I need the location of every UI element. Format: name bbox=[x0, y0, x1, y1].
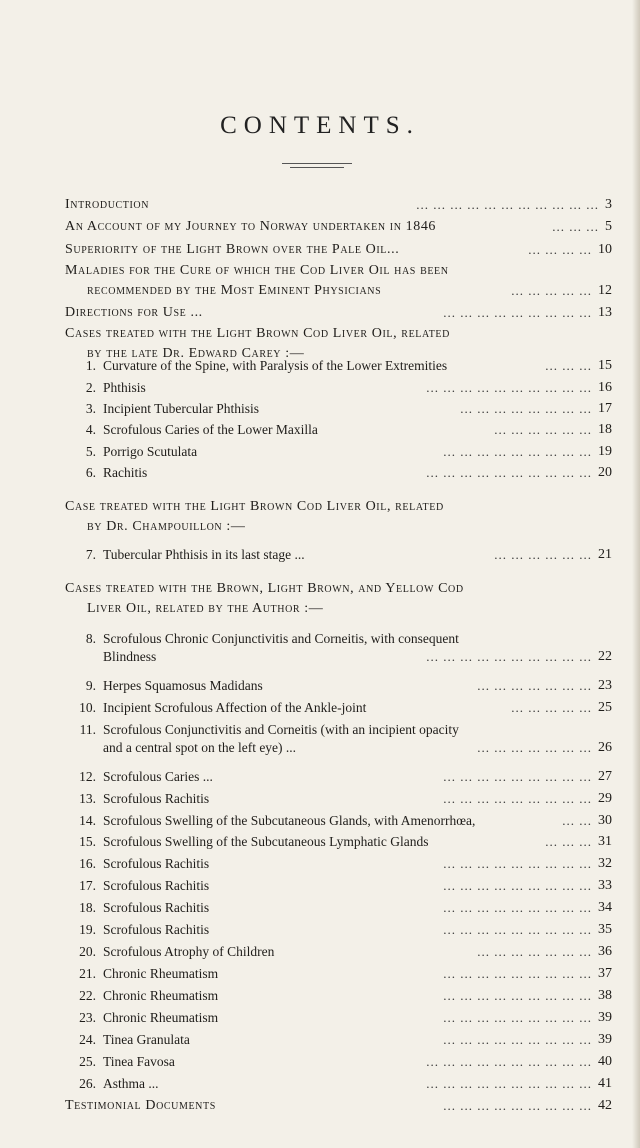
page-number: 42 bbox=[598, 1098, 612, 1113]
case-number: 4. bbox=[85, 422, 96, 437]
page-number: 27 bbox=[598, 769, 612, 784]
case-number: 23. bbox=[79, 1010, 96, 1025]
leader-dots: ... ... ... ... ... ... ... bbox=[477, 740, 592, 755]
entry-title: Directions for Use ... bbox=[65, 305, 203, 320]
section-heading-continued bbox=[0, 599, 640, 619]
page-number: 23 bbox=[598, 678, 612, 693]
page-number: 37 bbox=[598, 966, 612, 981]
case-title: Scrofulous Caries of the Lower Maxilla bbox=[103, 422, 318, 437]
case-title: Chronic Rheumatism bbox=[103, 966, 219, 981]
page-number: 39 bbox=[598, 1032, 612, 1047]
case-number: 7. bbox=[85, 547, 96, 562]
section-title-cont: Liver Oil, related by the Author :— bbox=[87, 601, 324, 616]
section-heading-continued bbox=[0, 517, 640, 537]
leader-dots: ... ... ... ... ... ... ... ... ... bbox=[443, 856, 592, 871]
entry-title: Superiority of the Light Brown over the Pale Oil... bbox=[65, 242, 400, 257]
case-number: 17. bbox=[79, 878, 96, 893]
case-number: 21. bbox=[79, 966, 96, 981]
page-number: 33 bbox=[598, 878, 612, 893]
toc-entry bbox=[0, 303, 640, 323]
toc-entry bbox=[0, 240, 640, 260]
case-entry bbox=[0, 811, 640, 831]
case-title: Tinea Favosa bbox=[103, 1054, 175, 1069]
case-number: 11. bbox=[79, 722, 96, 737]
page-number: 32 bbox=[598, 856, 612, 871]
entry-title: Maladies for the Cure of which the Cod Liver Oil has been bbox=[65, 263, 449, 278]
page-number: 38 bbox=[598, 988, 612, 1003]
leader-dots: ... ... ... ... ... ... ... ... ... ... ... bbox=[416, 197, 599, 212]
case-entry bbox=[0, 854, 640, 874]
page-number: 41 bbox=[598, 1076, 612, 1091]
case-number: 26. bbox=[79, 1076, 96, 1091]
case-title: Scrofulous Rachitis bbox=[103, 791, 210, 806]
leader-dots: ... ... ... bbox=[552, 219, 599, 234]
case-entry bbox=[0, 767, 640, 787]
toc-entry bbox=[0, 261, 640, 281]
case-entry bbox=[0, 463, 640, 483]
section-title: Cases treated with the Brown, Light Brown, and Yellow Cod bbox=[65, 581, 464, 596]
case-entry bbox=[0, 720, 640, 740]
leader-dots: ... ... ... ... ... ... ... ... bbox=[460, 401, 592, 416]
leader-dots: ... ... ... ... ... ... ... ... ... ... bbox=[426, 380, 592, 395]
case-title: Rachitis bbox=[103, 465, 148, 480]
case-title: Curvature of the Spine, with Paralysis of the Lower Extremities bbox=[103, 358, 448, 373]
section-title: Case treated with the Light Brown Cod Liver Oil, related bbox=[65, 499, 444, 514]
title-rule bbox=[282, 163, 352, 164]
case-entry bbox=[0, 698, 640, 718]
leader-dots: ... ... ... bbox=[545, 834, 592, 849]
case-number: 10. bbox=[79, 700, 96, 715]
case-number: 3. bbox=[85, 401, 96, 416]
case-title: Chronic Rheumatism bbox=[103, 988, 219, 1003]
page-title: CONTENTS. bbox=[220, 112, 420, 139]
page-number: 36 bbox=[598, 944, 612, 959]
case-number: 22. bbox=[79, 988, 96, 1003]
case-entry-continued bbox=[0, 738, 640, 758]
case-entry bbox=[0, 378, 640, 398]
case-entry-continued bbox=[0, 647, 640, 667]
page-number: 12 bbox=[598, 283, 612, 298]
page-number: 25 bbox=[598, 700, 612, 715]
page-number: 29 bbox=[598, 791, 612, 806]
page-number: 34 bbox=[598, 900, 612, 915]
leader-dots: ... ... ... ... ... ... ... ... ... bbox=[443, 900, 592, 915]
page-number: 15 bbox=[598, 358, 612, 373]
leader-dots: ... ... ... ... ... ... ... ... ... ... bbox=[426, 649, 592, 664]
case-number: 20. bbox=[79, 944, 96, 959]
leader-dots: ... ... ... ... ... ... ... ... ... bbox=[443, 966, 592, 981]
case-entry bbox=[0, 942, 640, 962]
leader-dots: ... ... ... ... ... ... bbox=[494, 547, 592, 562]
leader-dots: ... ... ... ... ... ... ... ... ... bbox=[443, 1098, 592, 1113]
entry-title: An Account of my Journey to Norway undertaken in 1846 bbox=[65, 219, 437, 234]
leader-dots: ... ... ... ... ... ... ... ... ... bbox=[443, 1032, 592, 1047]
page-number: 30 bbox=[598, 813, 612, 828]
case-title: Phthisis bbox=[103, 380, 146, 395]
leader-dots: ... ... ... ... bbox=[528, 242, 592, 257]
case-title: Tubercular Phthisis in its last stage ... bbox=[103, 547, 305, 562]
leader-dots: ... ... ... ... ... ... ... ... ... bbox=[443, 791, 592, 806]
case-title: Tinea Granulata bbox=[103, 1032, 190, 1047]
toc-entry bbox=[0, 324, 640, 344]
leader-dots: ... ... ... ... ... ... ... ... ... bbox=[443, 769, 592, 784]
page-number: 18 bbox=[598, 422, 612, 437]
case-entry bbox=[0, 832, 640, 852]
leader-dots: ... ... ... ... ... ... ... ... ... bbox=[443, 444, 592, 459]
leader-dots: ... ... ... ... ... ... ... ... ... bbox=[443, 878, 592, 893]
leader-dots: ... ... ... ... ... ... bbox=[494, 422, 592, 437]
case-title: Scrofulous Swelling of the Subcutaneous Glands, with Amenorrhœa, bbox=[103, 813, 476, 828]
leader-dots: ... ... ... ... ... ... ... ... ... ... bbox=[426, 1054, 592, 1069]
toc-entry bbox=[0, 217, 640, 237]
case-entry bbox=[0, 986, 640, 1006]
title-rule-short bbox=[290, 167, 344, 168]
page-number: 3 bbox=[605, 197, 612, 212]
case-number: 5. bbox=[85, 444, 96, 459]
page-number: 21 bbox=[598, 547, 612, 562]
page-number: 22 bbox=[598, 649, 612, 664]
case-entry bbox=[0, 1074, 640, 1094]
leader-dots: ... ... ... bbox=[545, 358, 592, 373]
case-entry bbox=[0, 920, 640, 940]
case-entry bbox=[0, 1052, 640, 1072]
leader-dots: ... ... ... ... ... ... ... ... ... bbox=[443, 922, 592, 937]
case-title: Incipient Scrofulous Affection of the Ankle-joint bbox=[103, 700, 367, 715]
case-number: 24. bbox=[79, 1032, 96, 1047]
leader-dots: ... ... ... ... ... ... ... ... ... ... bbox=[426, 465, 592, 480]
case-title: Scrofulous Swelling of the Subcutaneous Lymphatic Glands bbox=[103, 834, 429, 849]
case-entry bbox=[0, 356, 640, 376]
toc-entry bbox=[0, 195, 640, 215]
case-entry bbox=[0, 898, 640, 918]
case-number: 9. bbox=[85, 678, 96, 693]
leader-dots: ... ... ... ... ... ... ... ... ... bbox=[443, 305, 592, 320]
case-number: 15. bbox=[79, 834, 96, 849]
case-entry bbox=[0, 964, 640, 984]
case-title: Asthma ... bbox=[103, 1076, 159, 1091]
page-number: 10 bbox=[598, 242, 612, 257]
entry-title-cont: by the late Dr. Edward Carey :— bbox=[87, 346, 305, 361]
section-title-cont: by Dr. Champouillon :— bbox=[87, 519, 246, 534]
leader-dots: ... ... ... ... ... ... ... ... ... bbox=[443, 988, 592, 1003]
case-number: 19. bbox=[79, 922, 96, 937]
page-number: 17 bbox=[598, 401, 612, 416]
leader-dots: ... ... ... ... ... bbox=[511, 283, 592, 298]
toc-entry-continued bbox=[0, 281, 640, 301]
leader-dots: ... ... ... ... ... ... ... ... ... ... bbox=[426, 1076, 592, 1091]
case-title: Scrofulous Rachitis bbox=[103, 922, 210, 937]
case-title: Scrofulous Rachitis bbox=[103, 878, 210, 893]
leader-dots: ... ... ... ... ... bbox=[511, 700, 592, 715]
leader-dots: ... ... ... ... ... ... ... bbox=[477, 678, 592, 693]
page-number: 5 bbox=[605, 219, 612, 234]
case-entry bbox=[0, 629, 640, 649]
entry-title: Introduction bbox=[65, 197, 150, 212]
case-title: Scrofulous Rachitis bbox=[103, 856, 210, 871]
case-title: Scrofulous Caries ... bbox=[103, 769, 213, 784]
case-entry bbox=[0, 789, 640, 809]
case-title: Chronic Rheumatism bbox=[103, 1010, 219, 1025]
leader-dots: ... ... bbox=[562, 813, 592, 828]
case-title-cont: and a central spot on the left eye) ... bbox=[103, 740, 297, 755]
toc-entry bbox=[0, 1096, 640, 1116]
page-edge-shadow bbox=[632, 0, 640, 1148]
section-heading bbox=[0, 579, 640, 599]
page-number: 35 bbox=[598, 922, 612, 937]
case-title-cont: Blindness bbox=[103, 649, 157, 664]
case-number: 14. bbox=[79, 813, 96, 828]
leader-dots: ... ... ... ... ... ... ... bbox=[477, 944, 592, 959]
case-title: Porrigo Scutulata bbox=[103, 444, 198, 459]
case-entry bbox=[0, 442, 640, 462]
entry-title: Cases treated with the Light Brown Cod Liver Oil, related bbox=[65, 326, 450, 341]
page-number: 39 bbox=[598, 1010, 612, 1025]
page-number: 20 bbox=[598, 465, 612, 480]
page-number: 19 bbox=[598, 444, 612, 459]
case-entry bbox=[0, 1030, 640, 1050]
page-number: 13 bbox=[598, 305, 612, 320]
case-title: Incipient Tubercular Phthisis bbox=[103, 401, 259, 416]
case-number: 2. bbox=[85, 380, 96, 395]
case-entry bbox=[0, 876, 640, 896]
case-title: Scrofulous Conjunctivitis and Corneitis (with an incipient opacity bbox=[103, 722, 459, 737]
case-entry bbox=[0, 399, 640, 419]
case-entry bbox=[0, 420, 640, 440]
leader-dots: ... ... ... ... ... ... ... ... ... bbox=[443, 1010, 592, 1025]
case-entry bbox=[0, 545, 640, 565]
page-number: 40 bbox=[598, 1054, 612, 1069]
case-title: Herpes Squamosus Madidans bbox=[103, 678, 263, 693]
case-number: 1. bbox=[85, 358, 96, 373]
entry-title: Testimonial Documents bbox=[65, 1098, 216, 1113]
case-number: 13. bbox=[79, 791, 96, 806]
case-number: 25. bbox=[79, 1054, 96, 1069]
case-entry bbox=[0, 676, 640, 696]
case-number: 6. bbox=[85, 465, 96, 480]
case-entry bbox=[0, 1008, 640, 1028]
case-title: Scrofulous Chronic Conjunctivitis and Corneitis, with consequent bbox=[103, 631, 459, 646]
case-number: 18. bbox=[79, 900, 96, 915]
case-number: 16. bbox=[79, 856, 96, 871]
case-number: 12. bbox=[79, 769, 96, 784]
case-title: Scrofulous Atrophy of Children bbox=[103, 944, 275, 959]
case-number: 8. bbox=[85, 631, 96, 646]
section-heading bbox=[0, 497, 640, 517]
page-number: 26 bbox=[598, 740, 612, 755]
page-number: 31 bbox=[598, 834, 612, 849]
case-title: Scrofulous Rachitis bbox=[103, 900, 210, 915]
entry-title-cont: recommended by the Most Eminent Physicians bbox=[87, 283, 382, 298]
page-number: 16 bbox=[598, 380, 612, 395]
